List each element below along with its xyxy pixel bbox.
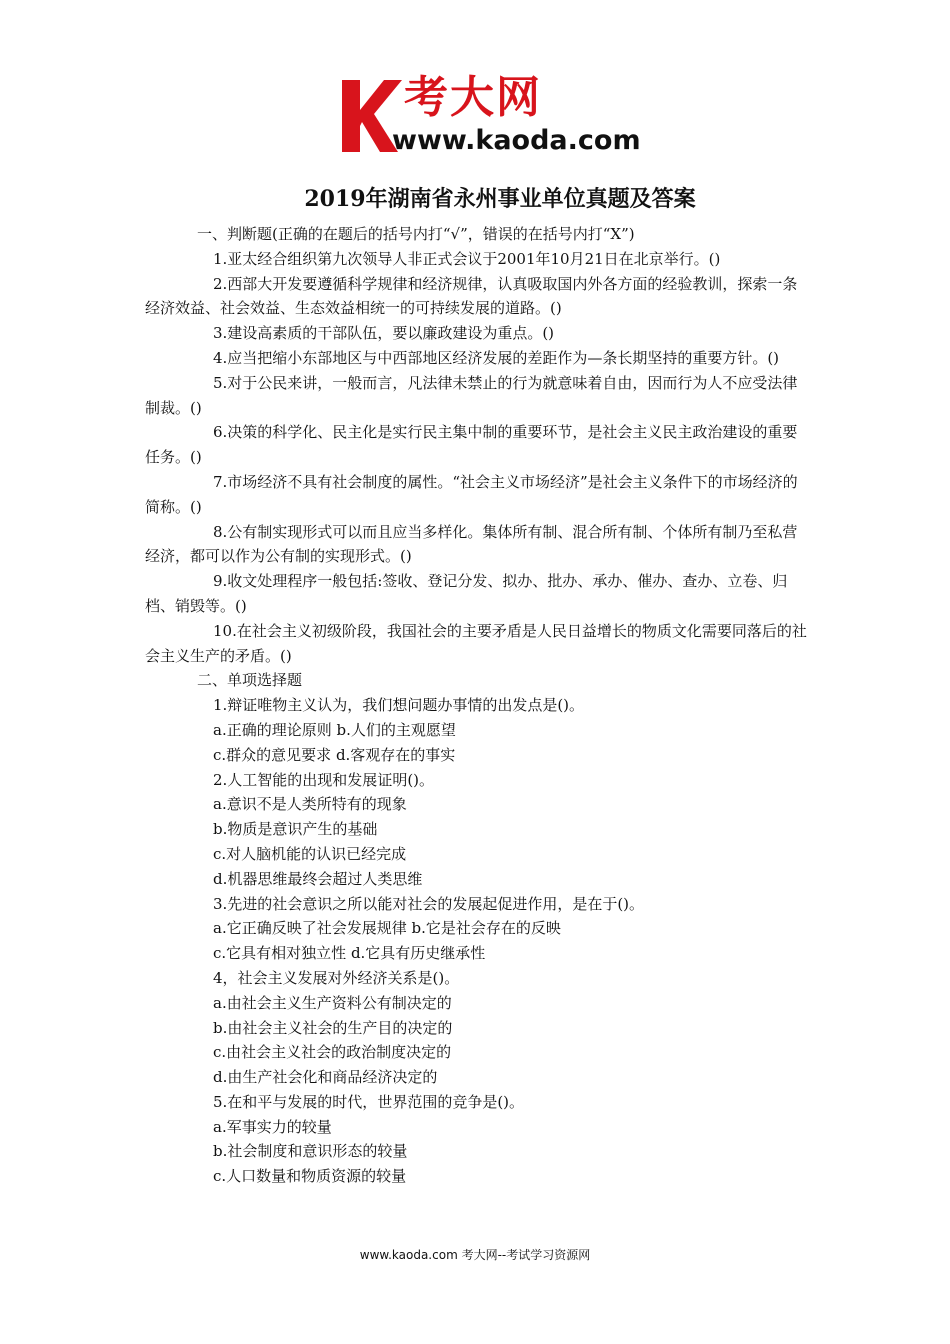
- kaoda-logo: [340, 72, 660, 162]
- question-line: 4，社会主义发展对外经济关系是()。: [213, 968, 460, 987]
- option-line: a.由社会主义生产资料公有制决定的: [213, 993, 452, 1012]
- option-line: b.物质是意识产生的基础: [213, 820, 378, 839]
- brand-name: 考大网: [404, 72, 542, 123]
- option-line: c.由社会主义社会的政治制度决定的: [213, 1043, 452, 1062]
- option-line: c.对人脑机能的认识已经完成: [213, 844, 407, 863]
- section-heading: 二、单项选择题: [197, 671, 303, 690]
- question-line: 1.辩证唯物主义认为，我们想问题办事情的出发点是()。: [213, 696, 585, 715]
- question-item: 10.在社会主义初级阶段，我国社会的主要矛盾是人民日益增长的物质文化需要同落后的社会主义生产的矛盾。(): [145, 621, 807, 665]
- option-line: b.社会制度和意识形态的较量: [213, 1142, 408, 1161]
- question-item: 8.公有制实现形式可以而且应当多样化。集体所有制、混合所有制、个体所有制乃至私营经济，都可以作为公有制的实现形式。(): [145, 522, 798, 566]
- option-line: d.由生产社会化和商品经济决定的: [213, 1068, 438, 1087]
- option-line: d.机器思维最终会超过人类思维: [213, 869, 423, 888]
- question-item: 7.市场经济不具有社会制度的属性。“社会主义市场经济”是社会主义条件下的市场经济的简称。(): [145, 472, 798, 516]
- page-footer: www.kaoda.com 考大网--考试学习资源网: [359, 1248, 591, 1262]
- option-line: a.它正确反映了社会发展规律 b.它是社会存在的反映: [213, 919, 561, 938]
- question-item: 6.决策的科学化、民主化是实行民主集中制的重要环节，是社会主义民主政治建设的重要任务。(): [145, 423, 798, 467]
- option-line: b.由社会主义社会的生产目的决定的: [213, 1018, 453, 1037]
- document-body: [145, 222, 810, 1189]
- option-line: c.人口数量和物质资源的较量: [213, 1167, 407, 1186]
- page-title: 2019年湖南省永州事业单位真题及答案: [304, 186, 696, 212]
- option-line: c.群众的意见要求 d.客观存在的事实: [213, 745, 456, 764]
- question-line: 5.在和平与发展的时代，世界范围的竞争是()。: [213, 1092, 525, 1111]
- question-item: 4.应当把缩小东部地区与中西部地区经济发展的差距作为—条长期坚持的重要方针。(): [213, 348, 780, 367]
- question-item: 9.收文处理程序一般包括:签收、登记分发、拟办、批办、承办、催办、查办、立卷、归档、销毁等。(): [145, 572, 788, 615]
- section-heading: 一、判断题(正确的在题后的括号内打“√”，错误的在括号内打“X”): [197, 225, 635, 243]
- option-line: c.它具有相对独立性 d.它具有历史继承性: [213, 944, 486, 963]
- option-line: a.正确的理论原则 b.人们的主观愿望: [213, 720, 456, 739]
- brand-url: www.kaoda.com: [392, 125, 641, 156]
- option-line: a.军事实力的较量: [213, 1117, 332, 1136]
- question-item: 5.对于公民来讲，一般而言，凡法律未禁止的行为就意味着自由，因而行为人不应受法律制裁。(): [145, 373, 798, 417]
- question-item: 1.亚太经合组织第九次领导人非正式会议于2001年10月21日在北京举行。(): [213, 249, 721, 268]
- question-line: 3.先进的社会意识之所以能对社会的发展起促进作用，是在于()。: [213, 894, 645, 913]
- question-item: 3.建设高素质的干部队伍，要以廉政建设为重点。(): [213, 324, 555, 343]
- question-line: 2.人工智能的出现和发展证明()。: [213, 770, 435, 789]
- question-item: 2.西部大开发要遵循科学规律和经济规律，认真吸取国内外各方面的经验教训，探索一条经济效益、社会效益、生态效益相统一的可持续发展的道路。(): [145, 274, 798, 318]
- option-line: a.意识不是人类所特有的现象: [213, 795, 407, 814]
